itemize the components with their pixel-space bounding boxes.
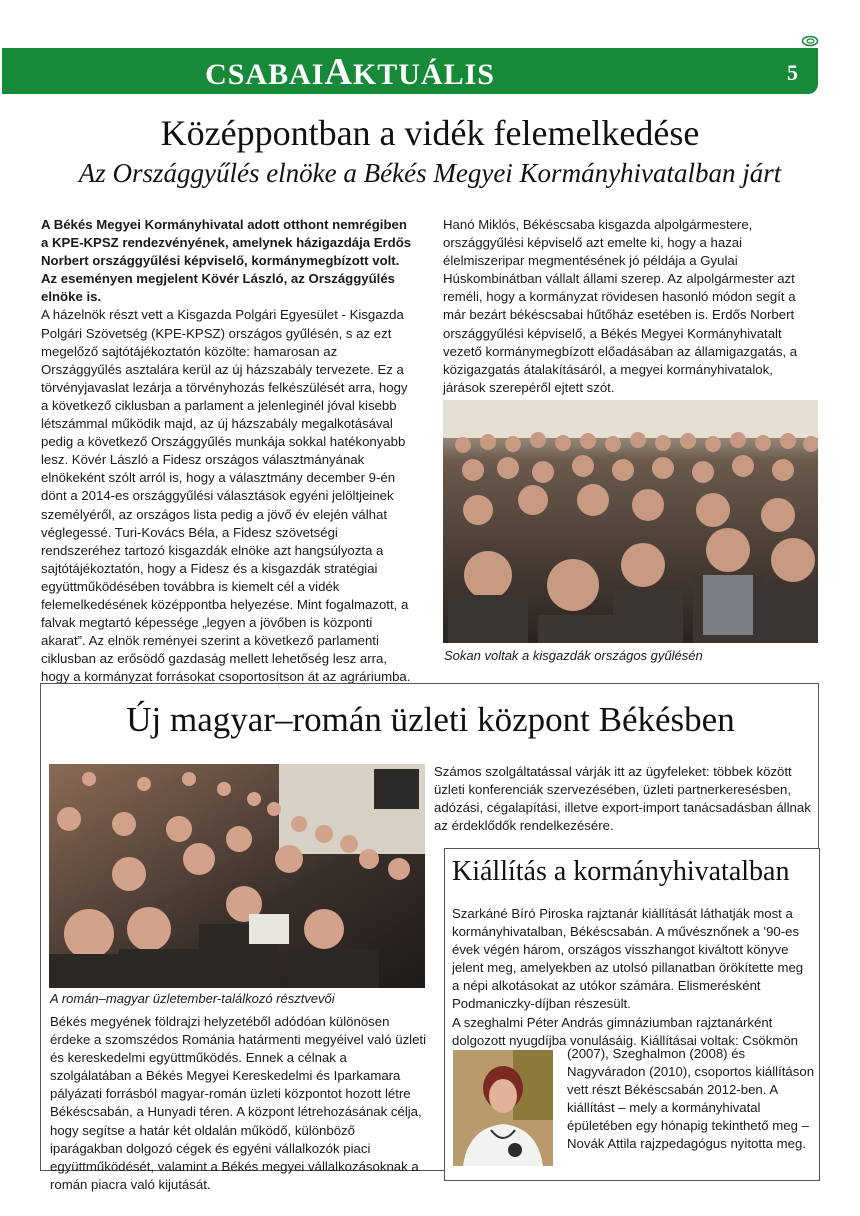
page-number: 5	[787, 60, 798, 85]
article1-subtitle: Az Országgyűlés elnöke a Békés Megyei Kormányhivatalban járt	[78, 158, 782, 188]
article2-title: Új magyar–román üzleti központ Békésben	[126, 700, 735, 739]
article1-right-column	[443, 216, 819, 397]
article3-title: Kiállítás a kormányhivatalban	[452, 856, 790, 887]
article1-photo	[443, 400, 818, 643]
swirl-logo-icon	[801, 35, 819, 47]
article1-body-right: Hanó Miklós, Békéscsaba kisgazda alpolgármestere, országgyűlési képviselő azt emelte ki, hogy a hazai élelmiszeripar megmentésének jó példája a Gyulai Húskombinátban vállalt állami szerep. Az alpolgármester azt reméli, hogy a kormányzat rövidesen hasonló módon segít a már bezárt békéscsabai hűtőház esetében is. Erdős Norbert országgyűlési képviselő, a Békés Megyei Kormányhivatalt vezető kormánymegbízott előadásában az államigazgatás, a közigazgatás átalakításáról, a megyei kormányhivatalok, járások szerepéről ejtett szót.	[443, 217, 798, 395]
article2-photo-caption: A román–magyar üzletember-találkozó résztvevői	[50, 991, 335, 1006]
article2-body-left: Békés megyének földrajzi helyzetéből adódóan különösen érdeke a szomszédos Románia határmenti megyéivel való üzleti és kereskedelmi együttműködés. Ennek a célnak a szolgálatában a Békés Megyei Kereskedelmi és Iparkamara pályázati forrásból magyar-román üzleti központot hozott létre Békéscsabán, a Hunyadi téren. A központ létrehozásának célja, hogy segítse a határ két oldalán működő, különböző iparágakban dolgozó cégek és egyéni vállalkozók piaci együttműködését, valamint a Békés megyei vállalkozásoknak a román piacra való kijutását.	[50, 1014, 427, 1192]
article1-left-column	[41, 216, 414, 686]
brand-prefix: CSABAI	[205, 58, 325, 91]
article2-photo	[49, 764, 425, 988]
article1-photo-caption: Sokan voltak a kisgazdák országos gyűlésén	[444, 648, 703, 663]
article3-portrait-photo	[453, 1050, 553, 1166]
article3-body-top: Szarkáné Bíró Piroska rajztanár kiállítását láthatják most a kormányhivatalban, Békéscsabán. A művésznőnek a '90-es évek végén három, országos visszhangot kiváltott könyve jelent meg, amelyekben az utolsó pillanatban örökítette meg a népi alkotásokat az utókor számára. Elismerésként Podmaniczky-díjban részesült.	[452, 906, 804, 1012]
article1-lead: A Békés Megyei Kormányhivatal adott otthont nemrégiben a KPE-KPSZ rendezvényének, amelynek házigazdája Erdős Norbert országgyűlési képviselő, kormánymegbízott volt. Az eseményen megjelent Kövér László, az Országgyűlés elnöke is.	[41, 217, 412, 305]
article2-body-right: Számos szolgáltatással várják itt az ügyfeleket: többek között üzleti konferenciák szervezésében, üzleti partnerkeresésben, adózási, cégalapítási, illetve export-import tanácsadásban állnak az érdeklődők rendelkezésére.	[434, 764, 811, 834]
article3-body-wrap-column	[567, 1045, 815, 1154]
article2-left-column	[50, 1013, 428, 1194]
article3-body-mid: A szeghalmi Péter András gimnáziumban rajztanárként dolgozott nyugdíjba vonulásáig. Kiállításai voltak: Csökmön	[452, 1014, 799, 1048]
article3-body	[452, 905, 814, 1050]
article1-title: Középpontban a vidék felemelkedése	[160, 113, 700, 153]
article1-body-left: A házelnök részt vett a Kisgazda Polgári Egyesület - Kisgazda Polgári Szövetség (KPE-KPSZ) országos gyűlésén, s az ezt megelőző sajtótájékoztatón közölte: hamarosan az Országgyűlés asztalára kerül az új házszabály tervezete. Ez a törvényjavaslat lezárja a törvényhozás felkészülését arra, hogy a következő ciklusban a parlament a jelenleginél jóval kisebb létszámmal működik majd, az új házszabály megalkotásával pedig a következő Országgyűlés munkája sokkal hatékonyabb lesz. Kövér László a Fidesz országos választmányának elnökeként szólt arról is, hogy a választmány december 9-én dönt a 2014-es országgyűlési választások egyéni jelöltjeinek személyéről, az országos lista pedig a jövő év elején válhat véglegessé. Turi-Kovács Béla, a Fidesz szövetségi rendszeréhez tartozó kisgazdák elnöke azt hangsúlyozta a sajtótájékoztatón, hogy a Fidesz és a kisgazdák stratégiai együttműködésében továbbra is kiemelt cél a vidék felemelkedésének középpontba helyezése. Mint fogalmazott, a falvak megtartó képessége „legyen a jövőben is központi akarat”. Az elnök reményei szerint a következő parlamenti ciklusban az erősödő gazdaság mellett lehetőség lesz arra, hogy a kormányzat forrásokat csoportosítson át az agráriumba.	[41, 307, 411, 685]
publication-title	[0, 50, 700, 94]
article2-right-column	[434, 763, 812, 835]
brand-initial: A	[324, 51, 353, 93]
brand-rest: KTUÁLIS	[352, 58, 495, 91]
article3-body-wrap: (2007), Szeghalmon (2008) és Nagyváradon (2010), csoportos kiállításon vett részt Békéscsabán 2012-ben. A kiállítást – mely a kormányhivatal épületében egy hónapig tekinthető meg – Novák Attila rajzpedagógus nyitotta meg.	[567, 1046, 815, 1152]
